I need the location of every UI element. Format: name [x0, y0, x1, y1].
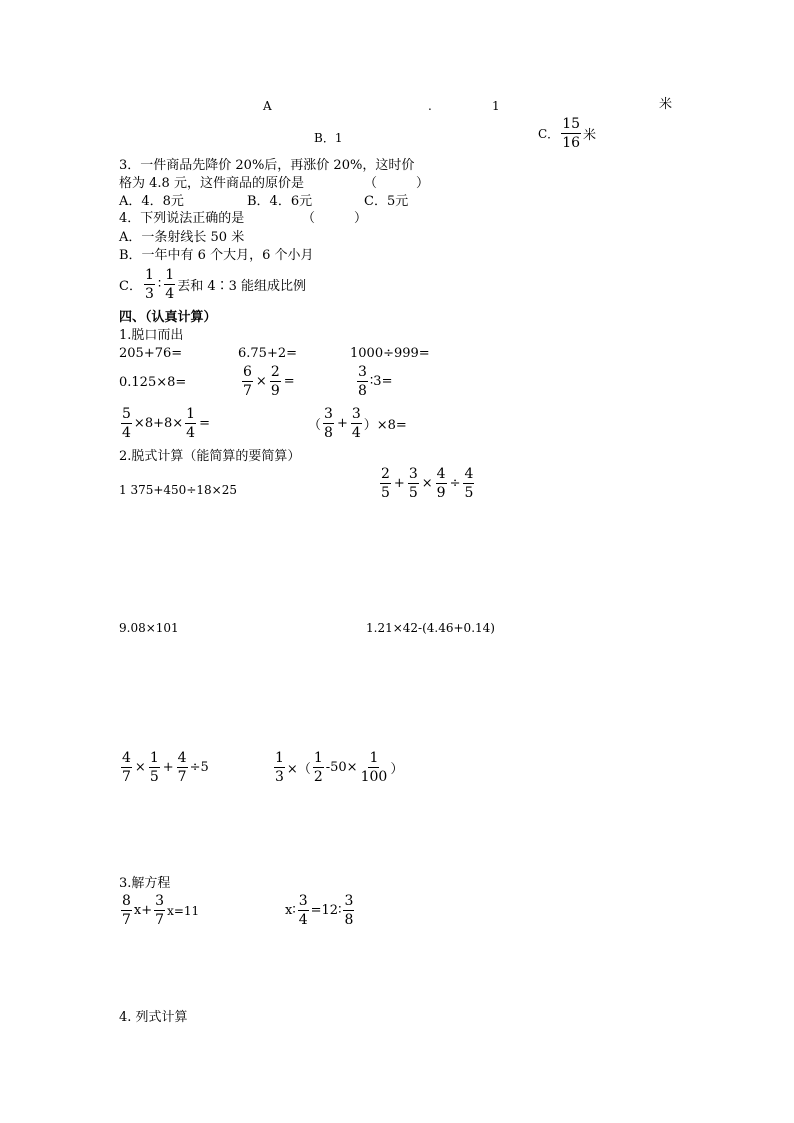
fraction-8-7: $\frac{8}{7}$ [122, 893, 131, 928]
fraction-4-7: $\frac{4}{7}$ [122, 750, 131, 785]
q4-option-b: B．一年中有 6 个大月，6 个小月 [119, 248, 314, 263]
q3-answer-paren: （ ） [364, 176, 430, 191]
step-calc-fractions: $\frac{2}{5}$ + $\frac{3}{5}$ × $\frac{4}{9}$ ÷ $\frac{4}{5}$ [381, 466, 474, 501]
fraction-1-100: $\frac{1}{100}$ [360, 750, 388, 785]
step-calc-1-21: 1.21×42-(4.46+0.14) [366, 621, 495, 635]
q4-option-a: A．一条射线长 50 米 [119, 230, 245, 245]
part2-title: 2.脱式计算（能简算的要简算） [119, 449, 301, 464]
fraction-2-5: $\frac{2}{5}$ [381, 466, 390, 501]
section-title: 四、（认真计算） [119, 310, 217, 325]
fraction-2-9: $\frac{2}{9}$ [270, 364, 280, 399]
part3-title: 3.解方程 [119, 876, 171, 891]
q4-stem: 4．下列说法正确的是 [119, 211, 245, 226]
fraction-1-5: $\frac{1}{5}$ [149, 750, 159, 785]
fraction-1-3: $\frac{1}{3}$ [144, 267, 154, 302]
option-a-dot: . [428, 99, 432, 113]
step-calc-one-third: $\frac{1}{3}$ ×（ $\frac{1}{2}$ -50× $\frac{1}{100}$ ） [275, 750, 404, 785]
q3-option-a: A．4．8元 [119, 194, 184, 209]
calc-0-125-8: 0.125×8= [119, 375, 187, 390]
fraction-4-5: $\frac{4}{5}$ [464, 466, 474, 501]
fraction-3-8: $\frac{3}{8}$ [358, 364, 367, 399]
fraction-1-3: $\frac{1}{3}$ [275, 750, 284, 785]
equation-2: x∶ $\frac{3}{4}$ =12∶ $\frac{3}{8}$ [285, 893, 354, 928]
fraction-3-7: $\frac{3}{7}$ [155, 893, 165, 928]
option-a-value: 1 [492, 99, 500, 113]
fraction-3-4: $\frac{3}{4}$ [351, 406, 361, 441]
step-calc-9-08: 9.08×101 [119, 621, 179, 635]
q3-line1: 3．一件商品先降价 20%后，再涨价 20%，这时价 [119, 158, 415, 173]
fraction-3-8: $\frac{3}{8}$ [324, 406, 333, 441]
option-a-label: A [263, 99, 272, 113]
option-c-prefix: C． [538, 127, 560, 141]
fraction-1-2: $\frac{1}{2}$ [313, 750, 323, 785]
part4-title: 4. 列式计算 [119, 1010, 188, 1025]
calc-205-76: 205+76= [119, 346, 183, 361]
fraction-1-4: $\frac{1}{4}$ [165, 267, 175, 302]
fraction-4-7: $\frac{4}{7}$ [177, 750, 187, 785]
fraction-5-4: $\frac{5}{4}$ [122, 406, 131, 441]
calc-1000-999: 1000÷999= [350, 346, 430, 361]
step-calc-four-sevenths: $\frac{4}{7}$ × $\frac{1}{5}$ + $\frac{4}{7}$ ÷5 [122, 750, 209, 785]
option-c [538, 117, 596, 150]
option-c-unit: 米 [583, 128, 597, 143]
fraction-1-4: $\frac{1}{4}$ [186, 406, 196, 441]
option-b: B．1 [314, 131, 343, 145]
fraction-3-5: $\frac{3}{5}$ [408, 466, 418, 501]
fraction-3-8: $\frac{3}{8}$ [344, 893, 354, 928]
part1-title: 1.脱口而出 [119, 328, 184, 343]
q4-answer-paren: （ ） [302, 211, 368, 226]
q3-option-c: C．5元 [364, 194, 409, 209]
fraction-15-16: $\frac{15}{16}$ [562, 116, 581, 151]
q3-line2: 格为 4.8 元，这件商品的原价是 [119, 176, 304, 191]
calc-ratio: $\frac{3}{8}$ ∶3= [358, 364, 393, 399]
fraction-6-7: $\frac{6}{7}$ [243, 364, 252, 399]
calc-sum-times-8: （ $\frac{3}{8}$ + $\frac{3}{4}$ ）×8= [308, 406, 407, 441]
calc-fraction-product: $\frac{6}{7}$ × $\frac{2}{9}$ = [243, 364, 295, 399]
fraction-4-9: $\frac{4}{9}$ [436, 466, 446, 501]
step-calc-1375: 1 375+450÷18×25 [119, 483, 237, 497]
q3-option-b: B．4．6元 [247, 194, 313, 209]
option-a-unit: 米 [659, 97, 673, 112]
q4-option-c: C． $\frac{1}{3}$ ∶ $\frac{1}{4}$ 丟和 4∶3 能组成比例 [119, 267, 306, 302]
calc-6-75-2: 6.75+2= [238, 346, 298, 361]
calc-five-fourths: $\frac{5}{4}$ ×8+8× $\frac{1}{4}$ = [122, 406, 210, 441]
fraction-3-4: $\frac{3}{4}$ [298, 893, 308, 928]
equation-1: $\frac{8}{7}$ x+ $\frac{3}{7}$ x=11 [122, 893, 200, 928]
